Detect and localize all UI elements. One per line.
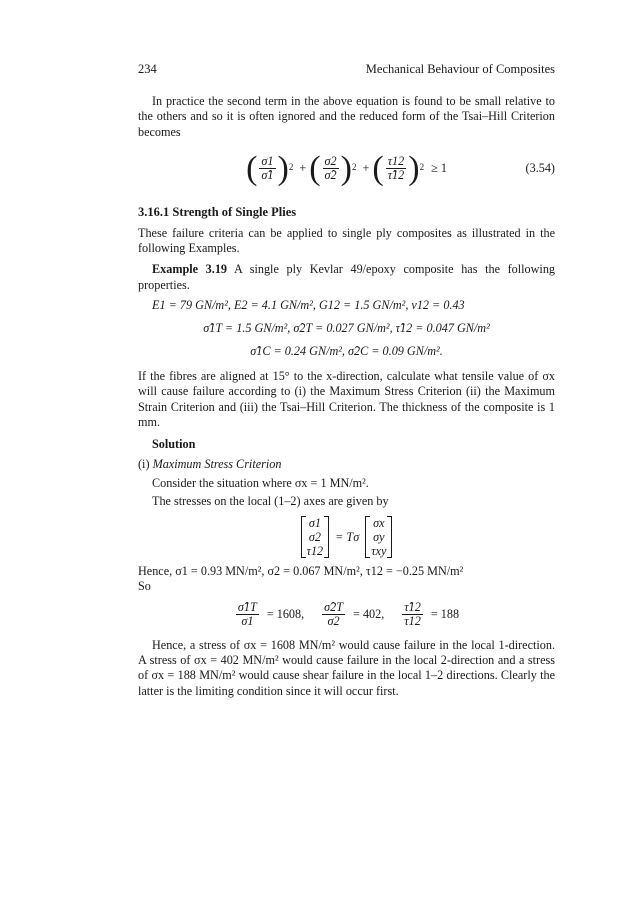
example-paragraph xyxy=(138,262,555,293)
eq-term-2: $\frac{\sigma 2}{\sigmâ2}$ xyxy=(324,154,337,183)
properties-line-1: E1 = 79 GN/m², E2 = 4.1 GN/m², G12 = 1.5 GN/m², ν12 = 0.43 xyxy=(152,298,465,313)
properties-block xyxy=(138,298,555,359)
hence-stresses: Hence, σ1 = 0.93 MN/m², σ2 = 0.067 MN/m², τ12 = −0.25 MN/m² xyxy=(138,564,464,579)
consider-line: Consider the situation where σx = 1 MN/m². xyxy=(152,475,369,490)
global-stress-vector: σx σy τxy xyxy=(365,516,392,558)
so-line: So xyxy=(138,579,151,594)
example-label: Example 3.19 xyxy=(152,262,228,277)
properties-line-2: σ̂1T = 1.5 GN/m², σ̂2T = 0.027 GN/m², τ̂12 = 0.047 GN/m² xyxy=(203,321,490,336)
eq-term-1: $\frac{\sigma 1}{\sigmâ1}$ xyxy=(261,154,274,183)
question-paragraph: If the fibres are aligned at 15° to the x-direction, calculate what tensile value of σx will cause failure according to (i) the Maximum Stress Criterion (ii) the Maximum Strain Criterion and (iii) the Tsai–Hill Criterion. The thickness of the composite is 1 mm. xyxy=(138,369,555,429)
equation-3-54: ( $\frac{\sigma 1}{\sigmâ1}$ ) 2 + ( $\frac{\sigma 2}{\sigmâ2}$ ) 2 + ( $\frac{\tau 12}{\taû12}$ ) 2 ≥ 1 (3.54) xyxy=(246,149,555,187)
page-number: 234 xyxy=(138,62,157,76)
running-title: Mechanical Behaviour of Composites xyxy=(365,62,555,76)
book-page xyxy=(138,62,555,699)
eq-term-3: $\frac{\tau 12}{\taû12}$ xyxy=(387,154,405,183)
stresses-intro: The stresses on the local (1–2) axes are given by xyxy=(152,493,389,508)
transformation-operator: = Tσ xyxy=(335,529,360,544)
equation-number: (3.54) xyxy=(525,161,555,176)
strength-ratios: $\frac{\sigmâ1T}{\sigma 1}$ = 1608, $\frac{\sigmâ2T}{\sigma 2}$ = 402, $\frac{\taû12}{\tau 12}$ = 188 xyxy=(237,599,460,628)
section-heading: 3.16.1 Strength of Single Plies xyxy=(138,204,297,219)
section-paragraph: These failure criteria can be applied to single ply composites as illustrated in the following Examples. xyxy=(138,225,555,256)
properties-line-3: σ̂1C = 0.24 GN/m², σ̂2C = 0.09 GN/m². xyxy=(250,344,443,359)
conclusion-paragraph: Hence, a stress of σx = 1608 MN/m² would cause failure in the local 1-direction. A stress of σx = 402 MN/m² would cause failure in the local 2-direction and a stress of σx = 188 MN/m² would cause shear failure in the local 1–2 directions. Clearly the latter is the limiting condition since it will occur first. xyxy=(138,637,555,698)
local-stress-vector: σ1 σ2 τ12 xyxy=(301,516,330,558)
solution-heading: Solution xyxy=(152,437,196,452)
example-text: A single ply Kevlar 49/epoxy composite has the following properties. xyxy=(138,262,556,292)
running-header xyxy=(138,62,555,77)
part-i-heading: (i) Maximum Stress Criterion xyxy=(138,457,282,472)
stress-transformation-matrix xyxy=(138,516,555,558)
intro-paragraph: In practice the second term in the above equation is found to be small relative to the others and so it is often ignored and the reduced form of the Tsai–Hill Criterion becomes xyxy=(138,94,555,139)
